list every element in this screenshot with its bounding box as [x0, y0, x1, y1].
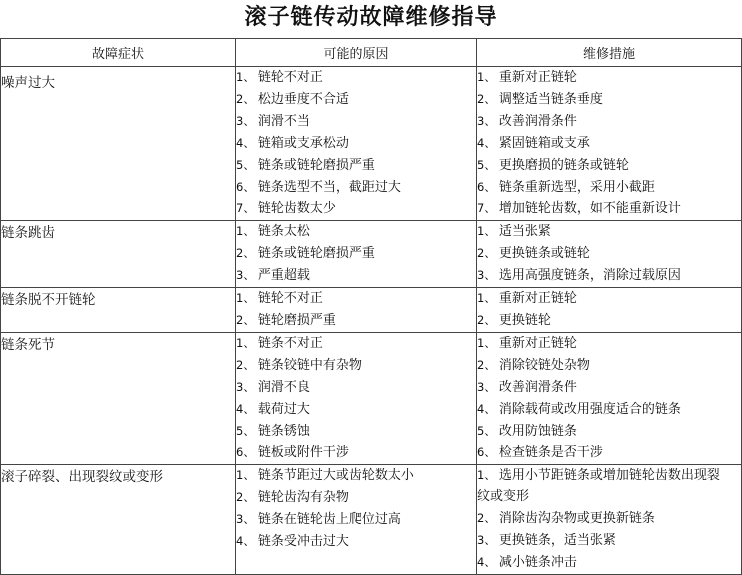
header-cause: 可能的原因 — [236, 39, 477, 67]
remedy-item: 5、 改用防蚀链条 — [477, 423, 577, 439]
symptom-cell: 链条死节 — [1, 332, 236, 464]
remedy-item: 4、 紧固链箱或支承 — [477, 135, 590, 151]
remedy-item: 6、 链条重新选型，采用小截距 — [477, 179, 655, 195]
table-row — [1, 332, 742, 464]
cause-item: 1、 链轮不对正 — [236, 70, 323, 85]
table-row — [1, 221, 742, 288]
header-symptom: 故障症状 — [1, 39, 236, 67]
cause-item: 2、 链轮齿沟有杂物 — [236, 490, 349, 506]
table-header-row — [1, 39, 742, 67]
cause-item: 4、 载荷过大 — [236, 401, 310, 417]
remedy-item: 3、 改善润滑条件 — [477, 379, 577, 395]
remedy-item: 2、 更换链条或链轮 — [477, 246, 590, 262]
causes-cell — [236, 288, 477, 333]
remedies-cell — [477, 288, 742, 333]
causes-cell — [236, 221, 477, 288]
cause-item: 1、 链轮不对正 — [236, 291, 323, 307]
remedy-item: 4、 消除载荷或改用强度适合的链条 — [477, 401, 681, 417]
cause-item: 5、 链条或链轮磨损严重 — [236, 157, 375, 173]
cause-item: 2、 链条或链轮磨损严重 — [236, 246, 375, 262]
remedy-item: 2、 调整适当链条垂度 — [477, 91, 603, 107]
cause-item: 7、 链轮齿数太少 — [236, 201, 336, 217]
symptom-cell: 链条脱不开链轮 — [1, 288, 236, 333]
cause-item: 3、 润滑不当 — [236, 113, 310, 129]
cause-item: 6、 链条选型不当，截距过大 — [236, 179, 401, 195]
table-row — [1, 288, 742, 333]
cause-item: 1、 链条不对正 — [236, 335, 323, 351]
table-row — [1, 465, 742, 575]
cause-item: 3、 严重超载 — [236, 268, 310, 284]
remedy-item: 3、 改善润滑条件 — [477, 113, 577, 129]
remedy-item: 1、 重新对正链轮 — [477, 291, 577, 307]
remedy-item: 1、 重新对正链轮 — [477, 335, 577, 351]
remedy-item: 1、 重新对正链轮 — [477, 70, 577, 85]
cause-item: 1、 链条太松 — [236, 224, 310, 240]
symptom-cell: 噪声过大 — [1, 67, 236, 221]
cause-item: 2、 链轮磨损严重 — [236, 312, 336, 328]
remedy-item: 3、 更换链条，适当张紧 — [477, 533, 616, 549]
remedy-item: 3、 选用高强度链条，消除过载原因 — [477, 268, 681, 284]
cause-item: 2、 松边垂度不合适 — [236, 91, 349, 107]
remedy-item: 2、 更换链轮 — [477, 312, 551, 328]
causes-cell — [236, 465, 477, 575]
causes-cell — [236, 332, 477, 464]
causes-cell — [236, 67, 477, 221]
page-title: 滚子链传动故障维修指导 — [244, 5, 498, 30]
cause-item: 6、 链板或附件干涉 — [236, 445, 349, 461]
remedy-item: 1、 选用小节距链条或增加链轮齿数出现裂纹或变形 — [477, 468, 720, 505]
remedy-item: 5、 更换磨损的链条或链轮 — [477, 157, 629, 173]
remedies-cell — [477, 465, 742, 575]
remedy-item: 7、 增加链轮齿数，如不能重新设计 — [477, 201, 681, 217]
cause-item: 3、 润滑不良 — [236, 379, 310, 395]
symptom-cell: 滚子碎裂、出现裂纹或变形 — [1, 465, 236, 575]
cause-item: 1、 链条节距过大或齿轮数太小 — [236, 468, 414, 484]
remedy-item: 2、 消除齿沟杂物或更换新链条 — [477, 511, 655, 527]
header-remedy: 维修措施 — [477, 39, 742, 67]
cause-item: 5、 链条锈蚀 — [236, 423, 310, 439]
remedies-cell — [477, 221, 742, 288]
cause-item: 3、 链条在链轮齿上爬位过高 — [236, 512, 401, 528]
cause-item: 4、 链条受冲击过大 — [236, 534, 349, 550]
remedies-cell — [477, 332, 742, 464]
table-row — [1, 67, 742, 221]
symptom-cell: 链条跳齿 — [1, 221, 236, 288]
remedy-item: 6、 检查链条是否干涉 — [477, 445, 603, 461]
troubleshooting-table — [0, 38, 742, 575]
cause-item: 2、 链条铰链中有杂物 — [236, 357, 362, 373]
cause-item: 4、 链箱或支承松动 — [236, 135, 349, 151]
remedy-item: 2、 消除铰链处杂物 — [477, 357, 590, 373]
remedy-item: 1、 适当张紧 — [477, 224, 551, 240]
remedy-item: 4、 减小链条冲击 — [477, 554, 577, 570]
remedies-cell — [477, 67, 742, 221]
